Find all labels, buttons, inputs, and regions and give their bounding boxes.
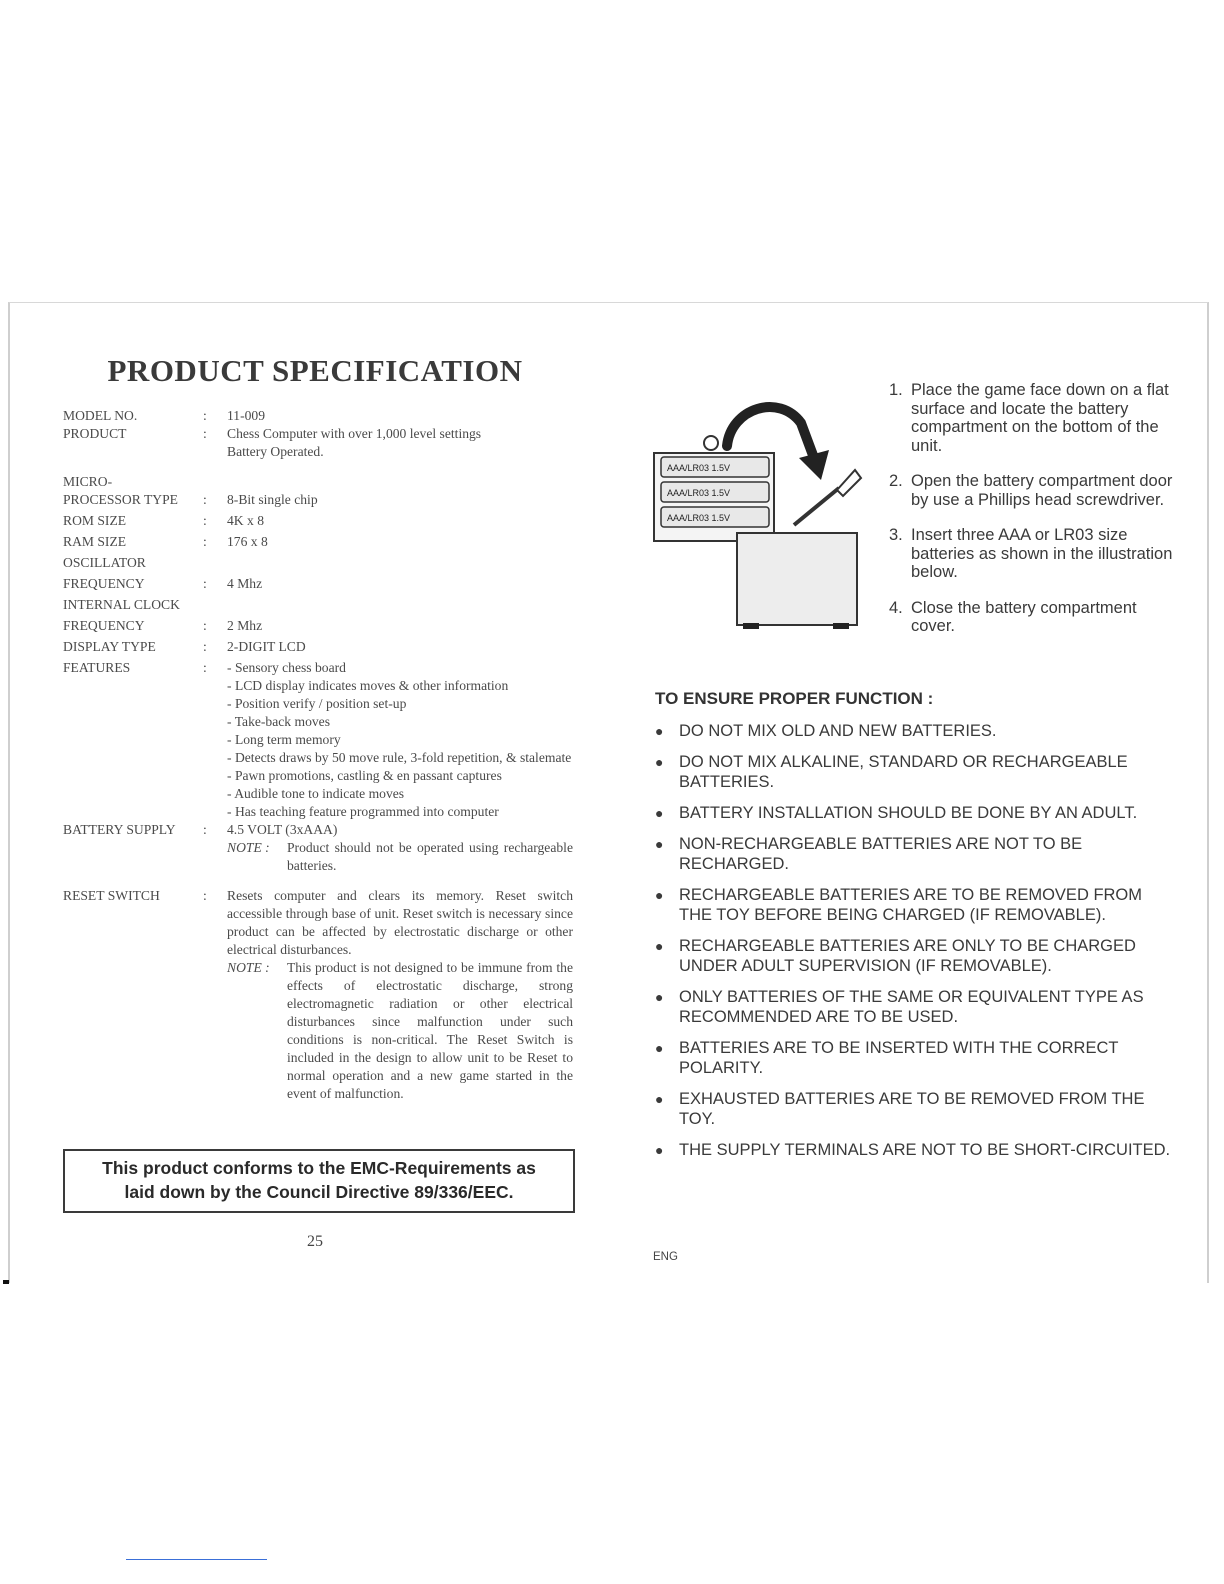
rule-text: THE SUPPLY TERMINALS ARE NOT TO BE SHORT-CIRCUITED. [679, 1141, 1171, 1159]
spec-colon: : [203, 426, 207, 441]
spec-label: RESET SWITCH [63, 888, 160, 903]
spec-row-oscillator [63, 575, 573, 593]
reset-note [227, 959, 573, 1103]
rule-text: NON-RECHARGEABLE BATTERIES ARE NOT TO BE RECHARGED. [679, 835, 1083, 873]
note-label: NOTE : [227, 840, 270, 855]
spec-row-rom [63, 512, 573, 530]
battery-value: 4.5 VOLT (3xAAA) [227, 822, 338, 837]
product-line-2: Battery Operated. [227, 444, 324, 459]
feature-item: - Sensory chess board [227, 659, 573, 677]
battery-label: AAA/LR03 1.5V [667, 488, 731, 498]
spec-value [227, 821, 573, 875]
spec-colon: : [203, 576, 207, 591]
battery-rules-list [655, 721, 1175, 1171]
spec-colon: : [203, 618, 207, 633]
bullet-icon: ● [655, 938, 664, 954]
bullet-icon: ● [655, 836, 664, 852]
rule-item [655, 987, 1175, 1027]
spec-label: OSCILLATOR [63, 555, 146, 570]
spec-value: 176 x 8 [227, 534, 268, 549]
emc-line-2: laid down by the Council Directive 89/336/EEC. [124, 1182, 514, 1202]
battery-note [227, 839, 573, 875]
note-text: This product is not designed to be immune from the effects of electrostatic discharge, strong electromagnetic radiation or other electrical disturbances since malfunction under such conditions is non-critical. The Reset Switch is included in the design to allow unit to be Reset to normal operation and a new game started in the event of malfunction. [287, 960, 573, 1101]
step-text: Open the battery compartment door by use a Phillips head screwdriver. [911, 472, 1173, 509]
spec-row-features [63, 659, 573, 821]
rule-item [655, 885, 1175, 925]
spec-value: 4K x 8 [227, 513, 265, 528]
step-text: Insert three AAA or LR03 size batteries as shown in the illustration below. [911, 526, 1173, 581]
feature-item: - LCD display indicates moves & other information [227, 677, 573, 695]
rule-item [655, 1038, 1175, 1078]
feature-item: - Has teaching feature programmed into computer [227, 803, 573, 821]
rule-item [655, 1089, 1175, 1129]
bullet-icon: ● [655, 887, 664, 903]
spec-row-ram [63, 533, 573, 551]
section-heading: TO ENSURE PROPER FUNCTION : [655, 689, 934, 708]
step-item [889, 472, 1179, 509]
spec-colon: : [203, 492, 207, 507]
rule-item [655, 721, 1175, 741]
spec-value: 4 Mhz [227, 576, 263, 591]
bullet-icon: ● [655, 1040, 664, 1056]
spec-row-reset [63, 887, 573, 1103]
right-page [609, 302, 1209, 1283]
spec-table [63, 407, 573, 1103]
spec-label: FEATURES [63, 660, 131, 675]
rule-item [655, 803, 1175, 823]
spec-label: BATTERY SUPPLY [63, 822, 176, 837]
step-text: Place the game face down on a flat surface and locate the battery compartment on the bottom of the unit. [911, 381, 1169, 455]
product-line-1: Chess Computer with over 1,000 level settings [227, 426, 482, 441]
spec-value: 11-009 [227, 408, 266, 423]
installation-steps [889, 381, 1179, 653]
spec-row-clock-label [63, 596, 573, 614]
spec-value: 2-DIGIT LCD [227, 639, 306, 654]
note-text: Product should not be operated using rechargeable batteries. [287, 840, 573, 873]
scan-mark [3, 1280, 9, 1284]
rule-text: ONLY BATTERIES OF THE SAME OR EQUIVALENT TYPE AS RECOMMENDED ARE TO BE USED. [679, 988, 1144, 1026]
spec-label: FREQUENCY [63, 576, 145, 591]
rule-item [655, 834, 1175, 874]
language-tag: ENG [653, 1251, 678, 1263]
step-item [889, 381, 1179, 455]
battery-label: AAA/LR03 1.5V [667, 463, 731, 473]
spec-value: 2 Mhz [227, 618, 263, 633]
page-number: 25 [307, 1233, 323, 1250]
spec-row-display [63, 638, 573, 656]
spec-label: PRODUCT [63, 426, 127, 441]
bullet-icon: ● [655, 1142, 664, 1158]
spec-label: RAM SIZE [63, 534, 127, 549]
rule-text: RECHARGEABLE BATTERIES ARE TO BE REMOVED FROM THE TOY BEFORE BEING CHARGED (IF REMOVABLE). [679, 886, 1143, 924]
rule-item [655, 752, 1175, 792]
emc-notice [63, 1149, 575, 1213]
reset-description: Resets computer and clears its memory. Reset switch accessible through base of unit. Reset switch is necessary since product can be affected by electrostatic discharge or other electrical disturbances. [227, 888, 573, 957]
spec-value [227, 425, 573, 461]
compartment-door [737, 533, 857, 625]
bullet-icon: ● [655, 1091, 664, 1107]
step-number: 2. [889, 472, 903, 490]
spec-row-model [63, 407, 573, 425]
screw-icon [704, 436, 718, 450]
step-number: 1. [889, 381, 903, 399]
spec-value: 8-Bit single chip [227, 492, 318, 507]
bullet-icon: ● [655, 754, 664, 770]
spec-row-processor [63, 491, 573, 509]
spec-colon: : [203, 534, 207, 549]
spec-row-micro-label [63, 473, 573, 491]
spec-colon: : [203, 660, 207, 675]
page-title: PRODUCT SPECIFICATION [107, 353, 523, 388]
spec-label: INTERNAL CLOCK [63, 597, 180, 612]
rule-text: BATTERY INSTALLATION SHOULD BE DONE BY AN ADULT. [679, 804, 1138, 822]
note-label: NOTE : [227, 960, 270, 975]
bullet-icon: ● [655, 805, 664, 821]
spec-colon: : [203, 408, 207, 423]
rule-item [655, 936, 1175, 976]
spec-colon: : [203, 639, 207, 654]
spec-colon: : [203, 888, 207, 903]
spec-value [227, 659, 573, 821]
battery-label: AAA/LR03 1.5V [667, 513, 731, 523]
rule-text: EXHAUSTED BATTERIES ARE TO BE REMOVED FROM THE TOY. [679, 1090, 1145, 1128]
rule-text: DO NOT MIX ALKALINE, STANDARD OR RECHARGEABLE BATTERIES. [679, 753, 1128, 791]
left-page [8, 302, 611, 1283]
spec-row-clock [63, 617, 573, 635]
spec-colon: : [203, 822, 207, 837]
spec-label: ROM SIZE [63, 513, 127, 528]
feature-item: - Detects draws by 50 move rule, 3-fold repetition, & stalemate [227, 749, 573, 767]
step-item [889, 599, 1179, 636]
step-number: 3. [889, 526, 903, 544]
spec-row-oscillator-label [63, 554, 573, 572]
arrow-head [799, 450, 829, 480]
screwdriver-icon [794, 488, 839, 525]
step-number: 4. [889, 598, 903, 617]
door-foot [833, 623, 849, 629]
spec-value [227, 887, 573, 1103]
spec-row-battery [63, 821, 573, 875]
feature-item: - Audible tone to indicate moves [227, 785, 573, 803]
screwdriver-handle [837, 470, 861, 496]
features-list [227, 659, 573, 821]
step-text: Close the battery compartment cover. [911, 598, 1137, 635]
spec-label: MODEL NO. [63, 408, 138, 423]
battery-compartment-illustration [649, 388, 869, 638]
rule-text: RECHARGEABLE BATTERIES ARE ONLY TO BE CHARGED UNDER ADULT SUPERVISION (IF REMOVABLE). [679, 937, 1136, 975]
step-item [889, 526, 1179, 582]
rule-text: BATTERIES ARE TO BE INSERTED WITH THE CORRECT POLARITY. [679, 1039, 1119, 1077]
feature-item: - Take-back moves [227, 713, 573, 731]
emc-line-1: This product conforms to the EMC-Requirements as [102, 1158, 536, 1178]
spec-label: DISPLAY TYPE [63, 639, 156, 654]
spec-label: MICRO- [63, 474, 113, 489]
spec-colon: : [203, 513, 207, 528]
arrow-curve [727, 407, 814, 458]
spec-row-product [63, 425, 573, 461]
spec-label: PROCESSOR TYPE [63, 492, 178, 507]
rule-text: DO NOT MIX OLD AND NEW BATTERIES. [679, 722, 997, 740]
door-foot [743, 623, 759, 629]
scan-underline [126, 1559, 267, 1560]
bullet-icon: ● [655, 723, 664, 739]
feature-item: - Position verify / position set-up [227, 695, 573, 713]
rule-item [655, 1140, 1175, 1160]
bullet-icon: ● [655, 989, 664, 1005]
spec-label: FREQUENCY [63, 618, 145, 633]
feature-item: - Long term memory [227, 731, 573, 749]
feature-item: - Pawn promotions, castling & en passant captures [227, 767, 573, 785]
